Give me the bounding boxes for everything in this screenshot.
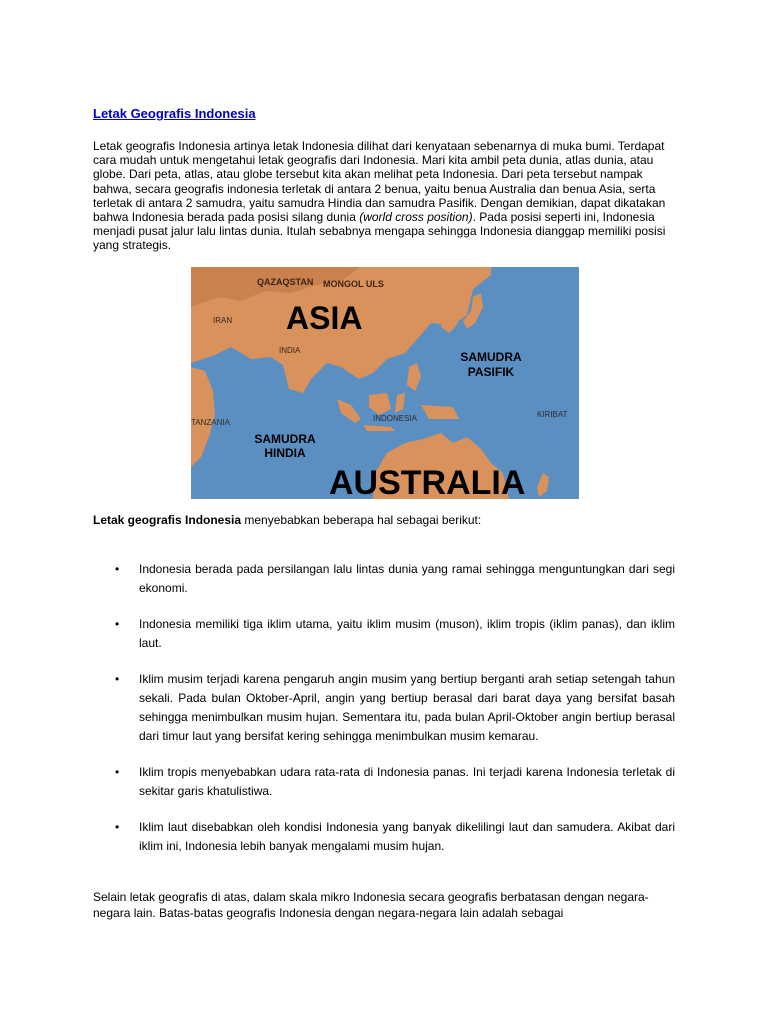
cause-line-rest: menyebabkan beberapa hal sebagai berikut: — [241, 513, 482, 527]
map-label-qazaqstan: QAZAQSTAN — [257, 277, 314, 287]
map-label-kiribati: KIRIBAT — [537, 410, 568, 419]
bullet-icon: • — [115, 820, 120, 834]
cause-line-bold: Letak geografis Indonesia — [93, 513, 242, 527]
list-item-text: Indonesia memiliki tiga iklim utama, yaitu iklim musim (muson), iklim tropis (iklim panas), dan iklim laut. — [139, 617, 675, 650]
map-indonesia — [191, 267, 579, 499]
intro-italic-term: (world cross position) — [359, 210, 473, 225]
bullet-icon: • — [115, 617, 120, 631]
map-svg — [191, 267, 579, 499]
map-label-hindia-2: HINDIA — [264, 446, 306, 460]
map-label-pasifik-2: PASIFIK — [467, 365, 515, 379]
list-item — [93, 818, 675, 856]
list-item-text: Iklim tropis menyebabkan udara rata-rata di Indonesia panas. Ini terjadi karena Indonesia terletak di sekitar garis khatulistiwa. — [139, 765, 675, 798]
map-label-iran: IRAN — [213, 316, 233, 325]
map-label-australia: AUSTRALIA — [329, 464, 526, 499]
cause-line — [93, 513, 481, 527]
intro-text-end: . Pada posisi seperti ini, Indonesia menjadi pusat jalur lalu lintas dunia. Itulah sebabnya mengapa sehingga Indonesia dianggap memiliki posisi yang strategis. — [93, 210, 666, 253]
list-item — [93, 615, 675, 653]
map-label-tanzania: TANZANIA — [191, 418, 230, 427]
page-title[interactable]: Letak Geografis Indonesia — [93, 106, 256, 121]
list-item — [93, 670, 675, 746]
list-item — [93, 763, 675, 801]
list-item-text: Iklim laut disebabkan oleh kondisi Indonesia yang banyak dikelilingi laut dan samudera. Akibat dari iklim ini, Indonesia lebih banyak mengalami musim hujan. — [139, 820, 675, 853]
map-label-india: INDIA — [279, 346, 301, 355]
intro-text: Letak geografis Indonesia artinya letak Indonesia dilihat dari kenyataan sebenarnya di muka bumi. Terdapat cara mudah untuk mengetahui letak geografis dari Indonesia. Mari kita ambil peta dunia, atlas dunia, atau globe. Dari peta, atlas, atau globe tersebut kita akan melihat peta Indonesia. Dari peta tersebut nampak bahwa, secara geografis indonesia terletak di antara 2 benua, yaitu benua Australia dan benua Asia, serta terletak di antara 2 samudra, yaitu samudra Hindia dan samudra Pasifik. Dengan demikian, dapat dikatakan bahwa Indonesia berada pada posisi silang dunia — [93, 139, 666, 225]
list-item-text: Iklim musim terjadi karena pengaruh angin musim yang bertiup berganti arah setiap setengah tahun sekali. Pada bulan Oktober-April, angin yang bertiup berasal dari barat daya yang bersifat basah sehingga menimbulkan musim hujan. Sementara itu, pada bulan April-Oktober angin bertiup berasal dari timur laut yang bersifat kering sehingga menimbulkan musim kemarau. — [139, 672, 675, 743]
bullet-icon: • — [115, 562, 120, 576]
list-item-text: Indonesia berada pada persilangan lalu lintas dunia yang ramai sehingga menguntungkan dari segi ekonomi. — [139, 562, 675, 595]
map-label-pasifik-1: SAMUDRA — [460, 350, 522, 364]
bullet-icon: • — [115, 672, 120, 686]
map-label-asia: ASIA — [286, 300, 363, 336]
consequence-list — [93, 560, 675, 873]
closing-paragraph: Selain letak geografis di atas, dalam skala mikro Indonesia secara geografis berbatasan dengan negara-negara lain. Batas-batas geografis Indonesia dengan negara-negara lain adalah sebagai — [93, 890, 649, 920]
map-label-indonesia: INDONESIA — [373, 414, 418, 423]
list-item — [93, 560, 675, 598]
map-label-mongol: MONGOL ULS — [323, 279, 384, 289]
intro-paragraph — [93, 139, 675, 253]
map-label-hindia-1: SAMUDRA — [254, 432, 316, 446]
bullet-icon: • — [115, 765, 120, 779]
